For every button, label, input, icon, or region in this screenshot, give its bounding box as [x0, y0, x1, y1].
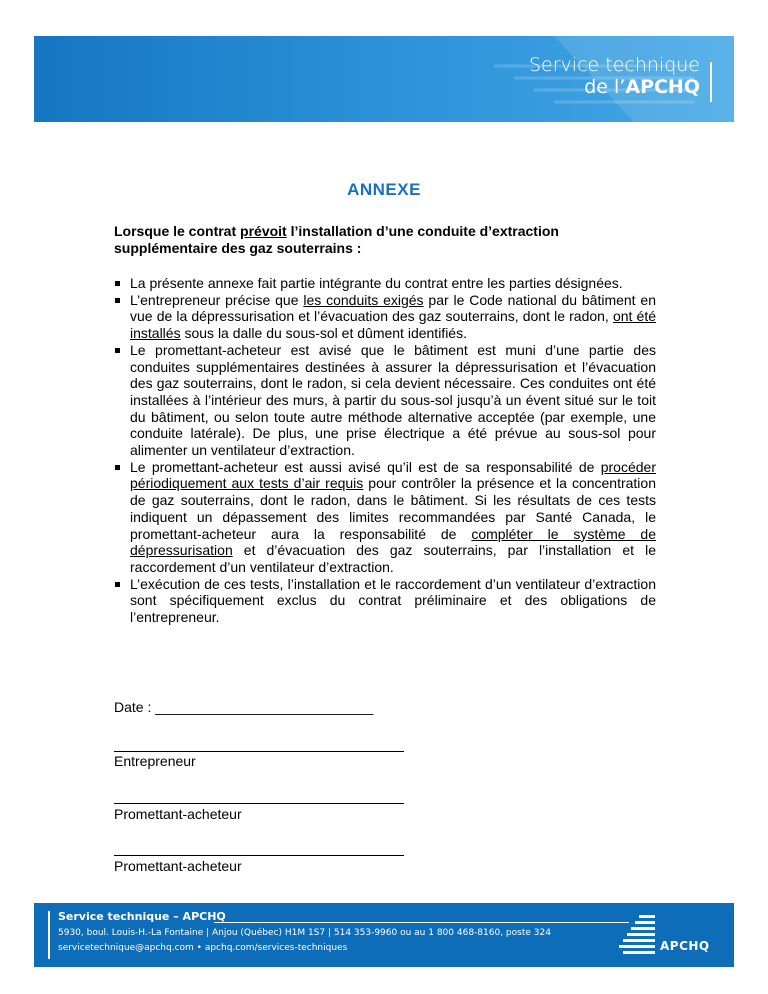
- list-item: [114, 275, 656, 292]
- list-item: [114, 342, 656, 459]
- clause-3-text: Le promettant-acheteur est avisé que le bâtiment est muni d’une partie des conduites supplémentaires destinées à assurer la dépressurisation et l’évacuation des gaz souterrains, dont le radon, si cela devient nécessaire. Ces conduites ont été installées à l’intérieur des murs, à partir du sous-sol jusqu’à un évent situé sur le toit du bâtiment, ou selon toute autre méthode alternative acceptée (par exemple, une conduite latérale). De plus, une prise électrique a été prévue au sous-sol pour alimenter un ventilateur d’extraction.: [130, 341, 656, 459]
- date-field[interactable]: Date : ____________________________: [114, 699, 374, 715]
- clause-list: [114, 275, 656, 626]
- brand-line2-prefix: de l’: [584, 76, 626, 98]
- buyer1-label: Promettant-acheteur: [114, 806, 242, 822]
- list-item: [114, 292, 656, 342]
- brand-divider: [710, 62, 712, 102]
- list-item: [114, 459, 656, 576]
- footer-title: Service technique – APCHQ: [58, 910, 226, 923]
- intro-underlined: prévoit: [240, 223, 287, 239]
- clause-5-text: L’exécution de ces tests, l’installation et le raccordement d’un ventilateur d’extraction sont spécifiquement exclus du contrat préliminaire et des obligations de l’entrepreneur.: [130, 575, 656, 626]
- apchq-logo-icon: [617, 911, 657, 961]
- footer-banner: [34, 903, 734, 967]
- intro-part1: Lorsque le contrat: [114, 223, 241, 239]
- clause-1-text: La présente annexe fait partie intégrante du contrat entre les parties désignées.: [130, 275, 623, 291]
- entrepreneur-signature-line[interactable]: [114, 751, 404, 752]
- clause-2-underline1: les conduits exigés: [303, 291, 424, 308]
- clause-2-underline2: ont été installés: [130, 308, 656, 342]
- clause-4-part1: Le promettant-acheteur est aussi avisé qu’il est de sa responsabilité de: [130, 458, 601, 475]
- clause-4-underline1: procéder périodiquement aux tests d’air requis: [130, 458, 656, 492]
- footer-divider: [48, 911, 50, 959]
- footer-address: 5930, boul. Louis-H.-La Fontaine | Anjou (Québec) H1M 1S7 | 514 353-9960 ou au 1 800 468-8160, poste 324: [58, 928, 551, 938]
- clause-4-part3: et d’évacuation des gaz souterrains, par l’installation et le raccordement d’un ventilateur d’extraction.: [130, 542, 656, 575]
- intro-paragraph: [114, 223, 654, 257]
- intro-part2: l’installation d’une conduite d’extraction supplémentaire des gaz souterrains :: [114, 223, 559, 256]
- entrepreneur-label: Entrepreneur: [114, 753, 196, 769]
- apchq-logo-text: APCHQ: [660, 939, 710, 953]
- clause-4-part2: pour contrôler la présence et la concentration de gaz souterrains, dont le radon, dans le bâtiment. Si les résultats de ces tests indiquent un dépassement des limites recommandées par Santé Canada, le promettant-acheteur aura la responsabilité de: [130, 475, 656, 542]
- footer-contact[interactable]: servicetechnique@apchq.com • apchq.com/services-techniques: [58, 943, 348, 953]
- clause-4-underline2: compléter le système de dépressurisation: [130, 525, 656, 559]
- clause-2-part1: L’entrepreneur précise que: [130, 291, 304, 308]
- brand-line2-bold: APCHQ: [625, 76, 700, 98]
- clause-2-part3: sous la dalle du sous-sol et dûment identifiés.: [180, 325, 467, 342]
- header-brand: [529, 54, 700, 98]
- brand-line1: Service technique: [529, 54, 700, 76]
- buyer2-signature-line[interactable]: [114, 855, 404, 856]
- page-title: ANNEXE: [347, 180, 421, 199]
- footer-rule: [214, 922, 629, 923]
- buyer1-signature-line[interactable]: [114, 803, 404, 804]
- list-item: [114, 576, 656, 626]
- buyer2-label: Promettant-acheteur: [114, 858, 242, 874]
- header-banner: [34, 36, 734, 122]
- clause-2-part2: par le Code national du bâtiment en vue de la dépressurisation et l’évacuation des gaz souterrains, dont le radon,: [130, 291, 656, 325]
- brand-line2: [529, 76, 700, 98]
